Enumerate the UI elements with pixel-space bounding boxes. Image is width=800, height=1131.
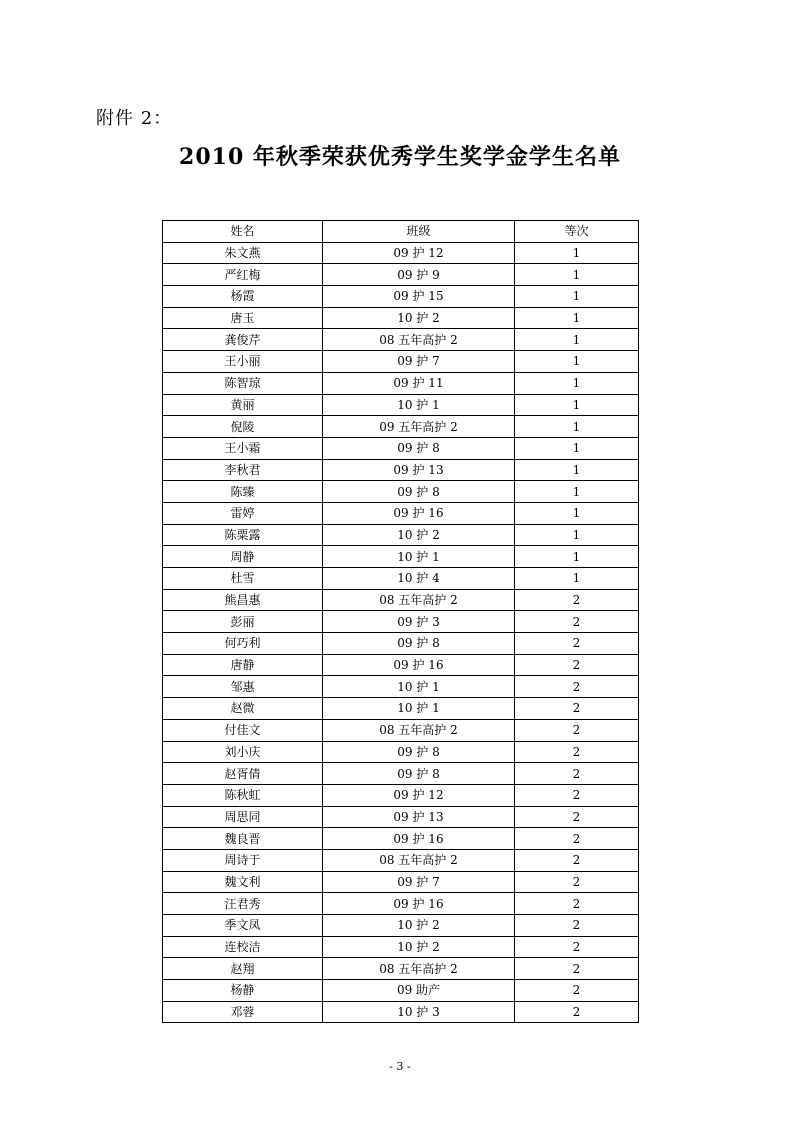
cell-name: 严红梅 [163, 264, 323, 286]
table-row [163, 394, 639, 416]
cell-rank: 2 [515, 741, 639, 763]
document-title: 2010 年秋季荣获优秀学生奖学金学生名单 [179, 144, 621, 170]
table-row [163, 958, 639, 980]
cell-class: 09 护 8 [323, 437, 515, 459]
cell-rank: 1 [515, 394, 639, 416]
cell-rank: 1 [515, 437, 639, 459]
table-row [163, 849, 639, 871]
table-row [163, 242, 639, 264]
table-row [163, 524, 639, 546]
cell-class: 09 护 16 [323, 654, 515, 676]
cell-class: 09 助产 [323, 980, 515, 1002]
cell-name: 杨霞 [163, 286, 323, 308]
table-row [163, 481, 639, 503]
cell-class: 08 五年高护 2 [323, 719, 515, 741]
cell-name: 杨静 [163, 980, 323, 1002]
cell-class: 10 护 1 [323, 394, 515, 416]
cell-name: 赵微 [163, 698, 323, 720]
cell-name: 李秋君 [163, 459, 323, 481]
cell-class: 08 五年高护 2 [323, 329, 515, 351]
cell-rank: 2 [515, 611, 639, 633]
cell-class: 09 护 9 [323, 264, 515, 286]
table-row [163, 502, 639, 524]
cell-rank: 1 [515, 307, 639, 329]
cell-name: 陈臻 [163, 481, 323, 503]
table-row [163, 416, 639, 438]
cell-name: 倪陵 [163, 416, 323, 438]
cell-rank: 1 [515, 329, 639, 351]
cell-rank: 2 [515, 763, 639, 785]
cell-class: 09 护 16 [323, 828, 515, 850]
cell-class: 10 护 2 [323, 524, 515, 546]
cell-class: 08 五年高护 2 [323, 589, 515, 611]
cell-class: 10 护 4 [323, 568, 515, 590]
cell-name: 刘小庆 [163, 741, 323, 763]
table-row [163, 719, 639, 741]
cell-rank: 1 [515, 568, 639, 590]
cell-class: 09 护 8 [323, 741, 515, 763]
cell-class: 09 五年高护 2 [323, 416, 515, 438]
header-row [163, 221, 639, 243]
cell-name: 魏文利 [163, 871, 323, 893]
cell-rank: 2 [515, 654, 639, 676]
table-row [163, 980, 639, 1002]
cell-name: 熊昌惠 [163, 589, 323, 611]
column-header-class: 班级 [323, 221, 515, 243]
table-row [163, 372, 639, 394]
cell-name: 季文凤 [163, 915, 323, 937]
cell-name: 彭丽 [163, 611, 323, 633]
cell-name: 王小霜 [163, 437, 323, 459]
cell-name: 周静 [163, 546, 323, 568]
cell-name: 赵胥倩 [163, 763, 323, 785]
cell-name: 唐玉 [163, 307, 323, 329]
cell-class: 10 护 1 [323, 698, 515, 720]
cell-class: 10 护 2 [323, 307, 515, 329]
cell-name: 周思同 [163, 806, 323, 828]
cell-rank: 2 [515, 936, 639, 958]
cell-name: 雷婷 [163, 502, 323, 524]
table-header [163, 221, 639, 243]
cell-name: 邹惠 [163, 676, 323, 698]
cell-name: 魏良晋 [163, 828, 323, 850]
table-row [163, 568, 639, 590]
table-row [163, 936, 639, 958]
cell-class: 09 护 16 [323, 502, 515, 524]
cell-rank: 1 [515, 242, 639, 264]
table-row [163, 264, 639, 286]
table-row [163, 806, 639, 828]
cell-name: 赵翔 [163, 958, 323, 980]
table-row [163, 915, 639, 937]
cell-rank: 1 [515, 416, 639, 438]
attachment-label: 附件 2： [96, 108, 173, 129]
cell-name: 邓蓉 [163, 1001, 323, 1023]
cell-class: 09 护 15 [323, 286, 515, 308]
cell-rank: 2 [515, 915, 639, 937]
scholarship-roster-table [162, 220, 639, 1023]
table-row [163, 286, 639, 308]
cell-class: 09 护 13 [323, 806, 515, 828]
table-row [163, 611, 639, 633]
cell-rank: 2 [515, 871, 639, 893]
cell-class: 09 护 8 [323, 481, 515, 503]
cell-rank: 2 [515, 828, 639, 850]
table-row [163, 763, 639, 785]
cell-rank: 1 [515, 459, 639, 481]
table-row [163, 741, 639, 763]
table-row [163, 307, 639, 329]
cell-rank: 2 [515, 719, 639, 741]
table-row [163, 437, 639, 459]
cell-name: 陈智琼 [163, 372, 323, 394]
table-row [163, 698, 639, 720]
cell-class: 09 护 7 [323, 871, 515, 893]
cell-class: 09 护 11 [323, 372, 515, 394]
cell-rank: 2 [515, 784, 639, 806]
cell-rank: 1 [515, 524, 639, 546]
table-row [163, 546, 639, 568]
cell-rank: 1 [515, 264, 639, 286]
cell-name: 黄丽 [163, 394, 323, 416]
cell-name: 付佳文 [163, 719, 323, 741]
table-row [163, 589, 639, 611]
cell-rank: 2 [515, 980, 639, 1002]
cell-rank: 1 [515, 546, 639, 568]
cell-class: 09 护 8 [323, 763, 515, 785]
cell-rank: 1 [515, 286, 639, 308]
cell-class: 09 护 12 [323, 784, 515, 806]
cell-name: 汪君秀 [163, 893, 323, 915]
cell-rank: 2 [515, 1001, 639, 1023]
table-row [163, 828, 639, 850]
table-row [163, 633, 639, 655]
cell-class: 10 护 2 [323, 936, 515, 958]
cell-rank: 2 [515, 893, 639, 915]
table-row [163, 1001, 639, 1023]
cell-name: 何巧利 [163, 633, 323, 655]
cell-class: 09 护 8 [323, 633, 515, 655]
table-row [163, 893, 639, 915]
cell-name: 朱文燕 [163, 242, 323, 264]
table-body [163, 242, 639, 1023]
table-row [163, 459, 639, 481]
table-row [163, 784, 639, 806]
cell-rank: 1 [515, 351, 639, 373]
cell-class: 10 护 1 [323, 676, 515, 698]
cell-class: 10 护 3 [323, 1001, 515, 1023]
cell-rank: 2 [515, 806, 639, 828]
cell-class: 08 五年高护 2 [323, 849, 515, 871]
cell-name: 陈粟露 [163, 524, 323, 546]
cell-rank: 2 [515, 676, 639, 698]
cell-rank: 2 [515, 958, 639, 980]
cell-class: 09 护 12 [323, 242, 515, 264]
cell-rank: 1 [515, 481, 639, 503]
cell-name: 杜雪 [163, 568, 323, 590]
cell-name: 陈秋虹 [163, 784, 323, 806]
column-header-name: 姓名 [163, 221, 323, 243]
cell-rank: 2 [515, 633, 639, 655]
column-header-rank: 等次 [515, 221, 639, 243]
table-row [163, 676, 639, 698]
table-row [163, 654, 639, 676]
page-number: - 3 - [389, 1060, 411, 1073]
cell-name: 周诗于 [163, 849, 323, 871]
cell-class: 10 护 2 [323, 915, 515, 937]
cell-name: 龚俊芹 [163, 329, 323, 351]
table-row [163, 351, 639, 373]
table-row [163, 329, 639, 351]
cell-rank: 2 [515, 849, 639, 871]
cell-rank: 2 [515, 589, 639, 611]
cell-class: 09 护 13 [323, 459, 515, 481]
cell-rank: 1 [515, 502, 639, 524]
cell-class: 08 五年高护 2 [323, 958, 515, 980]
cell-class: 10 护 1 [323, 546, 515, 568]
cell-rank: 2 [515, 698, 639, 720]
cell-rank: 1 [515, 372, 639, 394]
cell-name: 唐静 [163, 654, 323, 676]
table-row [163, 871, 639, 893]
cell-name: 连校洁 [163, 936, 323, 958]
cell-class: 09 护 16 [323, 893, 515, 915]
cell-name: 王小丽 [163, 351, 323, 373]
cell-class: 09 护 3 [323, 611, 515, 633]
cell-class: 09 护 7 [323, 351, 515, 373]
